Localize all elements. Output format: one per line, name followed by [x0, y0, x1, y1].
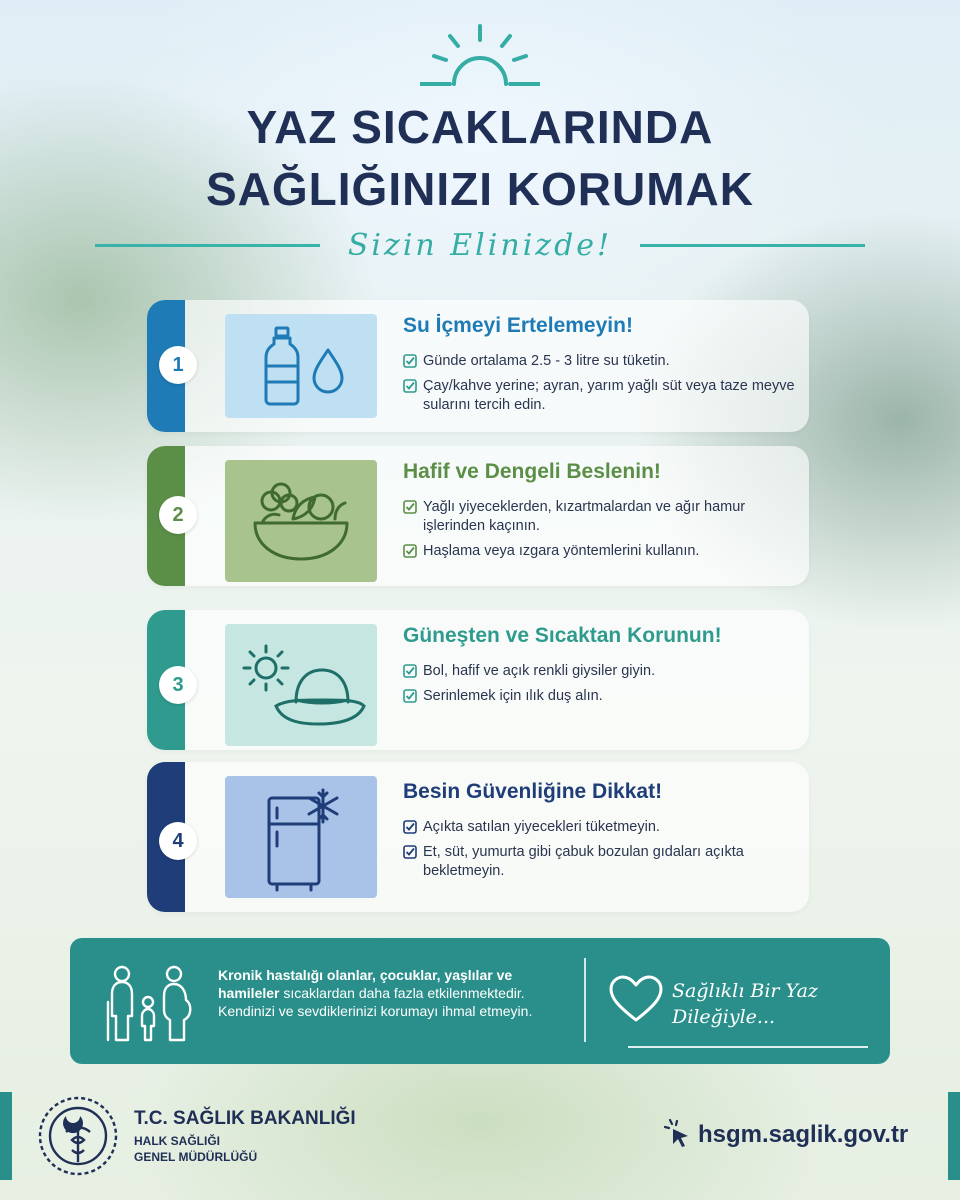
card-number: 1	[159, 346, 197, 384]
salad-bowl-icon	[241, 471, 361, 571]
wish-line2: Dileğiyle...	[672, 1006, 776, 1028]
card-number: 2	[159, 496, 197, 534]
page-title-line1: YAZ SICAKLARINDA	[246, 101, 714, 153]
subtitle: Sizin Elinizde!	[347, 228, 613, 263]
tip-text: Et, süt, yumurta gibi çabuk bozulan gıdaları açıkta bekletmeyin.	[423, 844, 744, 879]
subtitle-divider-right	[640, 244, 865, 247]
card-tip-list	[403, 498, 803, 567]
card-heading: Hafif ve Dengeli Beslenin!	[403, 460, 661, 483]
list-item	[403, 818, 803, 837]
card-heading: Su İçmeyi Ertelemeyin!	[403, 314, 633, 337]
banner-text	[218, 966, 570, 1020]
check-icon	[403, 544, 417, 558]
wish-text	[672, 978, 818, 1030]
org-name-line3: GENEL MÜDÜRLÜĞÜ	[134, 1150, 258, 1164]
wish-underline	[628, 1046, 868, 1048]
check-icon	[403, 689, 417, 703]
refrigerator-snowflake-icon	[251, 782, 351, 892]
tip-text: Açıkta satılan yiyecekleri tüketmeyin.	[423, 819, 660, 835]
heart-icon	[608, 974, 664, 1024]
tip-text: Günde ortalama 2.5 - 3 litre su tüketin.	[423, 353, 670, 369]
ministry-emblem-icon	[36, 1094, 120, 1178]
footer-accent-bar-right	[948, 1092, 960, 1180]
card-icon-box	[225, 460, 377, 582]
list-item	[403, 687, 803, 706]
list-item	[403, 662, 803, 681]
tip-text: Serinlemek için ılık duş alın.	[423, 688, 603, 704]
wish-line1: Sağlıklı Bir Yaz	[672, 980, 818, 1002]
tip-card-sun	[147, 610, 809, 750]
subtitle-row	[95, 224, 865, 264]
page-title-line2: SAĞLIĞINIZI KORUMAK	[206, 163, 754, 215]
org-name-line1: T.C. SAĞLIK BAKANLIĞI	[134, 1108, 356, 1129]
family-people-icon	[104, 962, 194, 1044]
check-icon	[403, 354, 417, 368]
card-tip-list	[403, 818, 803, 887]
card-icon-box	[225, 776, 377, 898]
card-number: 4	[159, 822, 197, 860]
check-icon	[403, 845, 417, 859]
tip-text: Yağlı yiyeceklerden, kızartmalardan ve ağır hamur işlerinden kaçının.	[423, 499, 746, 534]
tip-card-food-safety	[147, 762, 809, 912]
tip-card-water	[147, 300, 809, 432]
banner-bold-text: Kronik hastalığı olanlar, çocuklar, yaşlılar ve hamileler	[218, 967, 513, 1001]
sun-hat-icon	[236, 640, 366, 730]
check-icon	[403, 820, 417, 834]
card-icon-box	[225, 314, 377, 418]
check-icon	[403, 500, 417, 514]
tip-text: Haşlama veya ızgara yöntemlerini kullanın.	[423, 543, 700, 559]
list-item	[403, 352, 803, 371]
org-name-line2: HALK SAĞLIĞI	[134, 1134, 220, 1148]
card-number: 3	[159, 666, 197, 704]
tip-text: Bol, hafif ve açık renkli giysiler giyin.	[423, 663, 656, 679]
info-banner	[70, 938, 890, 1064]
water-bottle-drop-icon	[246, 326, 356, 406]
card-heading: Güneşten ve Sıcaktan Korunun!	[403, 624, 722, 647]
list-item	[403, 542, 803, 561]
subtitle-divider-left	[95, 244, 320, 247]
banner-body-text: sıcaklardan daha fazla etkilenmektedir. Kendinizi ve sevdiklerinizi korumayı ihmal etmeyin.	[218, 985, 533, 1019]
card-heading: Besin Güvenliğine Dikkat!	[403, 780, 663, 803]
card-tip-list	[403, 662, 803, 712]
sun-logo-icon	[420, 22, 540, 92]
card-icon-box	[225, 624, 377, 746]
cursor-click-icon	[664, 1118, 692, 1148]
card-tip-list	[403, 352, 803, 421]
footer-accent-bar-left	[0, 1092, 12, 1180]
tip-text: Çay/kahve yerine; ayran, yarım yağlı süt veya taze meyve sularını tercih edin.	[423, 378, 795, 413]
list-item	[403, 498, 803, 536]
list-item	[403, 377, 803, 415]
check-icon	[403, 664, 417, 678]
check-icon	[403, 379, 417, 393]
list-item	[403, 843, 803, 881]
tip-card-nutrition	[147, 446, 809, 586]
website-link[interactable]: hsgm.saglik.gov.tr	[698, 1121, 909, 1148]
banner-divider	[584, 958, 586, 1042]
